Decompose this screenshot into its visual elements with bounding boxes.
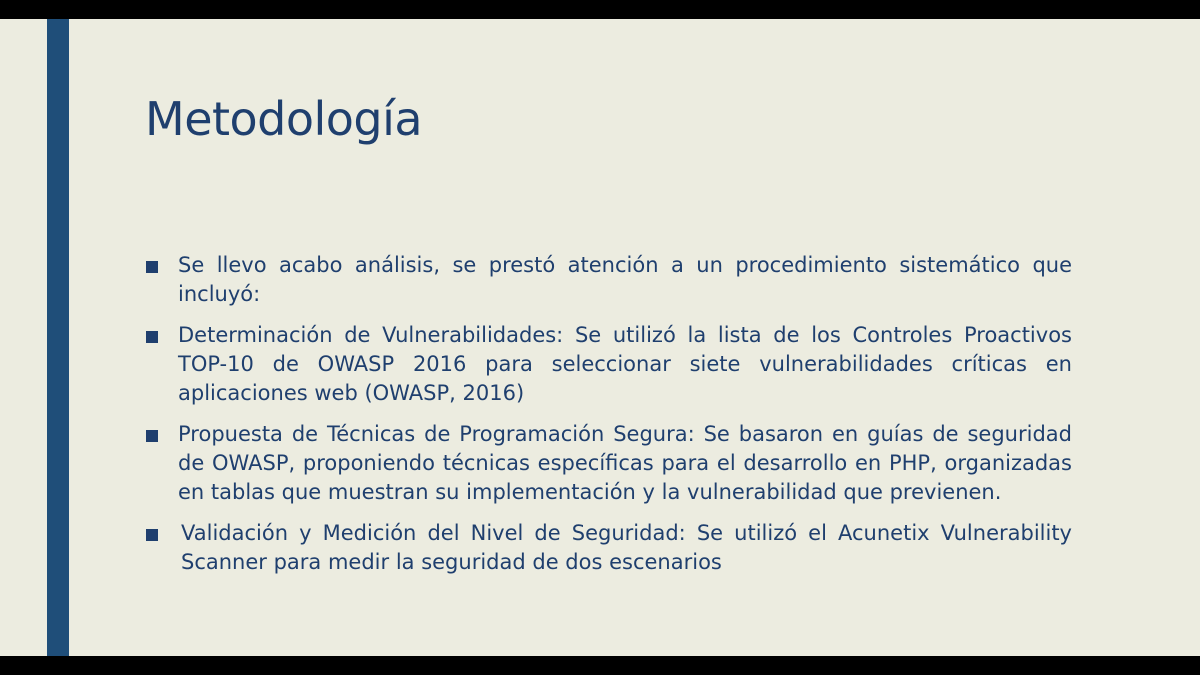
bullet-text: Se llevo acabo análisis, se prestó atención a un procedimiento sistemático que incluyó: [178,253,1072,306]
slide-title: Metodología [145,92,423,146]
square-bullet-icon [146,261,158,273]
square-bullet-icon [146,529,158,541]
bullet-item [146,251,1072,309]
bullet-text: Validación y Medición del Nivel de Seguridad: Se utilizó el Acunetix Vulnerability Scanner para medir la seguridad de dos escenarios [181,521,1072,574]
accent-bar [47,19,69,656]
square-bullet-icon [146,331,158,343]
bullet-list [146,251,1072,589]
square-bullet-icon [146,430,158,442]
bullet-item [146,321,1072,408]
bullet-text: Determinación de Vulnerabilidades: Se utilizó la lista de los Controles Proactivos TOP-10 de OWASP 2016 para seleccionar siete vulnerabilidades críticas en aplicaciones web (OWASP, 2016) [178,323,1072,405]
presentation-slide [0,19,1200,656]
bullet-item [146,420,1072,507]
bullet-text: Propuesta de Técnicas de Programación Segura: Se basaron en guías de seguridad de OWASP, proponiendo técnicas específicas para el desarrollo en PHP, organizadas en tablas que muestran su implementación y la vulnerabilidad que previenen. [178,422,1072,504]
bullet-item [146,519,1072,577]
